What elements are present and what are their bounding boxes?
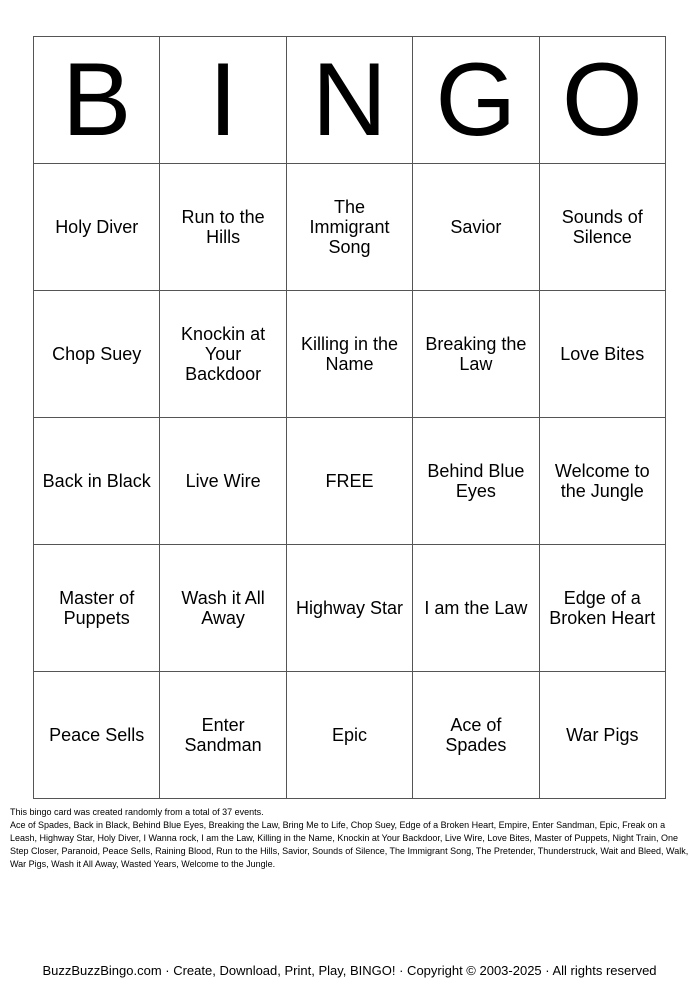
bingo-cell: War Pigs — [539, 672, 665, 799]
bingo-cell: Back in Black — [34, 418, 160, 545]
header-letter-n: N — [286, 37, 412, 164]
bingo-cell: Wash it All Away — [160, 545, 286, 672]
bingo-cell: Enter Sandman — [160, 672, 286, 799]
bingo-cell: Epic — [286, 672, 412, 799]
bingo-row — [34, 672, 666, 799]
card-info — [10, 806, 690, 871]
bingo-cell: Master of Puppets — [34, 545, 160, 672]
header-letter-g: G — [413, 37, 539, 164]
footer: BuzzBuzzBingo.com · Create, Download, Print, Play, BINGO! · Copyright © 2003-2025 · All rights reserved — [42, 963, 657, 978]
bingo-cell: Chop Suey — [34, 291, 160, 418]
event-list: Ace of Spades, Back in Black, Behind Blue Eyes, Breaking the Law, Bring Me to Life, Chop Suey, Edge of a Broken Heart, Empire, Enter Sandman, Epic, Freak on a Leash, Highway Star, Holy Diver, I Wanna rock, I am the Law, Killing in the Name, Knockin at Your Backdoor, Live Wire, Love Bites, Master of Puppets, Night Train, One Step Closer, Paranoid, Peace Sells, Raining Blood, Run to the Hills, Savior, Sounds of Silence, The Immigrant Song, The Pretender, Thunderstruck, Wait and Bleed, Walk, War Pigs, Wash it All Away, Wasted Years, Welcome to the Jungle. — [10, 820, 689, 869]
bingo-cell: Love Bites — [539, 291, 665, 418]
bingo-cell: Run to the Hills — [160, 164, 286, 291]
bingo-cell: I am the Law — [413, 545, 539, 672]
free-space: FREE — [286, 418, 412, 545]
bingo-cell: Sounds of Silence — [539, 164, 665, 291]
bingo-cell: Ace of Spades — [413, 672, 539, 799]
bingo-cell: Knockin at Your Backdoor — [160, 291, 286, 418]
header-letter-o: O — [539, 37, 665, 164]
bingo-cell: Breaking the Law — [413, 291, 539, 418]
header-letter-i: I — [160, 37, 286, 164]
bingo-row — [34, 418, 666, 545]
bingo-cell: Savior — [413, 164, 539, 291]
bingo-cell: Holy Diver — [34, 164, 160, 291]
bingo-cell: Peace Sells — [34, 672, 160, 799]
bingo-cell: Edge of a Broken Heart — [539, 545, 665, 672]
bingo-row — [34, 164, 666, 291]
header-letter-b: B — [34, 37, 160, 164]
card-summary: This bingo card was created randomly from a total of 37 events. — [10, 807, 264, 817]
bingo-cell: Live Wire — [160, 418, 286, 545]
bingo-row — [34, 545, 666, 672]
bingo-card — [33, 36, 666, 799]
bingo-row — [34, 291, 666, 418]
bingo-header-row — [34, 37, 666, 164]
bingo-cell: Killing in the Name — [286, 291, 412, 418]
bingo-cell: Welcome to the Jungle — [539, 418, 665, 545]
bingo-cell: Highway Star — [286, 545, 412, 672]
bingo-cell: The Immigrant Song — [286, 164, 412, 291]
bingo-cell: Behind Blue Eyes — [413, 418, 539, 545]
